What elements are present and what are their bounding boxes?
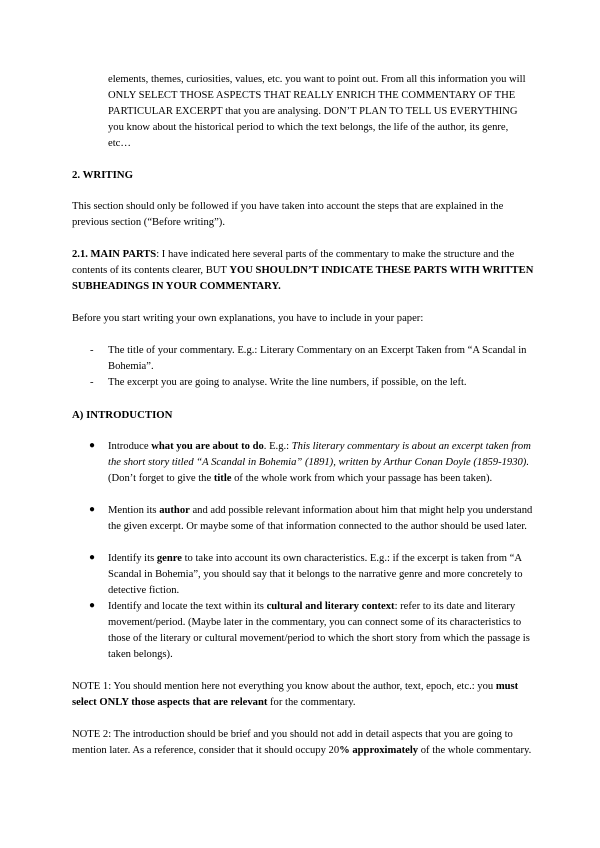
note-2-paragraph: [72, 727, 534, 759]
bullet1-example: This literary commentary is about an excerpt taken from the short story titled “A Scandal in Bohemia” (1891), written by Arthur Conan Doyle (1859-1930).: [108, 441, 531, 468]
bullet4-text-a: Identify and locate the text within its: [108, 601, 267, 612]
note2-bold: % approximately: [339, 745, 419, 756]
continuation-text-2: that you are analysing.: [222, 106, 324, 117]
main-parts-label: 2.1. MAIN PARTS: [72, 249, 157, 260]
bullet2-bold: author: [159, 505, 190, 516]
writing-intro-paragraph: This section should only be followed if you have taken into account the steps that are explained in the previous section (“Before writing”).: [72, 201, 504, 228]
bullet-text-genre: [108, 551, 534, 599]
note1-bold: must select ONLY those aspects that are relevant: [72, 681, 519, 708]
section-heading-introduction: A) INTRODUCTION: [72, 409, 173, 421]
dash-marker: -: [90, 377, 94, 388]
bullet2-text-a: Mention its: [108, 505, 160, 516]
bullet1-text-c: . E.g.:: [263, 441, 292, 452]
note2-text-a: NOTE 2: The introduction should be brief and you should not add in detail aspects that you are going to mention later. As a reference, consider that it should occupy 20: [72, 729, 513, 756]
bullet4-bold: cultural and literary context: [266, 601, 395, 612]
continuation-text-3: you know about the historical period to which the text belongs, the life of the author, its genre, etc…: [108, 122, 509, 149]
before-start-paragraph: Before you start writing your own explanations, you have to include in your paper:: [72, 313, 424, 324]
bullet1-title-bold: title: [213, 473, 232, 484]
note-1-paragraph: [72, 679, 534, 711]
main-parts-text: : I have indicated here several parts of the commentary to make the structure and the contents of its contents clearer, BUT: [72, 249, 515, 276]
note1-text-c: for the commentary.: [267, 697, 356, 708]
dash-item-text: The excerpt you are going to analyse. Write the line numbers, if possible, on the left.: [108, 377, 467, 388]
bullet-icon: ●: [89, 504, 96, 515]
continuation-text-1: elements, themes, curiosities, values, etc. you want to point out. From all this information you will: [108, 74, 526, 85]
main-parts-paragraph: [72, 247, 534, 295]
bullet1-text-e: (Don’t forget to give the: [108, 473, 214, 484]
bullet3-text-c: to take into account its own characteristics. E.g.: if the excerpt is taken from “A Scandal in Bohemia”, you should say that it belongs to the narrative genre and more concretely to detective fiction.: [108, 553, 523, 596]
main-parts-warning: YOU SHOULDN’T INDICATE THESE PARTS WITH WRITTEN SUBHEADINGS IN YOUR COMMENTARY.: [72, 265, 534, 292]
bullet3-text-a: Identify its: [108, 553, 157, 564]
note2-text-c: of the whole commentary.: [418, 745, 532, 756]
bullet-text-purpose: [108, 439, 534, 487]
dash-item-text: The title of your commentary. E.g.: Literary Commentary on an Excerpt Taken from “A Scandal in Bohemia”.: [108, 345, 527, 372]
bullet1-text-a: Introduce: [108, 441, 152, 452]
bullet-icon: ●: [89, 552, 96, 563]
bullet-text-author: [108, 503, 534, 535]
bullet-text-context: [108, 599, 534, 663]
section-heading-writing: 2. WRITING: [72, 169, 133, 181]
intro-continuation-paragraph: [108, 72, 533, 152]
bullet3-bold: genre: [156, 553, 182, 564]
bullet1-text-g: of the whole work from which your passage has been taken).: [231, 473, 493, 484]
bullet-icon: ●: [89, 440, 96, 451]
continuation-caps-1: ONLY SELECT THOSE ASPECTS THAT REALLY ENRICH THE COMMENTARY OF THE PARTICULAR EXCERPT: [108, 90, 516, 117]
bullet2-text-c: and add possible relevant information about him that might help you understand the given excerpt. Or maybe some of that information connected to the author should be used later.: [108, 505, 533, 532]
bullet-icon: ●: [89, 600, 96, 611]
continuation-caps-2: DON’T PLAN TO TELL US EVERYTHING: [323, 106, 518, 117]
note1-text-a: NOTE 1: You should mention here not everything you know about the author, text, epoch, etc.: you: [72, 681, 496, 692]
bullet1-bold: what you are about to do: [151, 441, 264, 452]
bullet4-text-c: : refer to its date and literary movement/period. (Maybe later in the commentary, you can connect some of its characteristics to those of the literary or cultural movement/period to which the short story from which the passage is taken belongs).: [108, 601, 530, 660]
dash-marker: -: [90, 345, 94, 356]
